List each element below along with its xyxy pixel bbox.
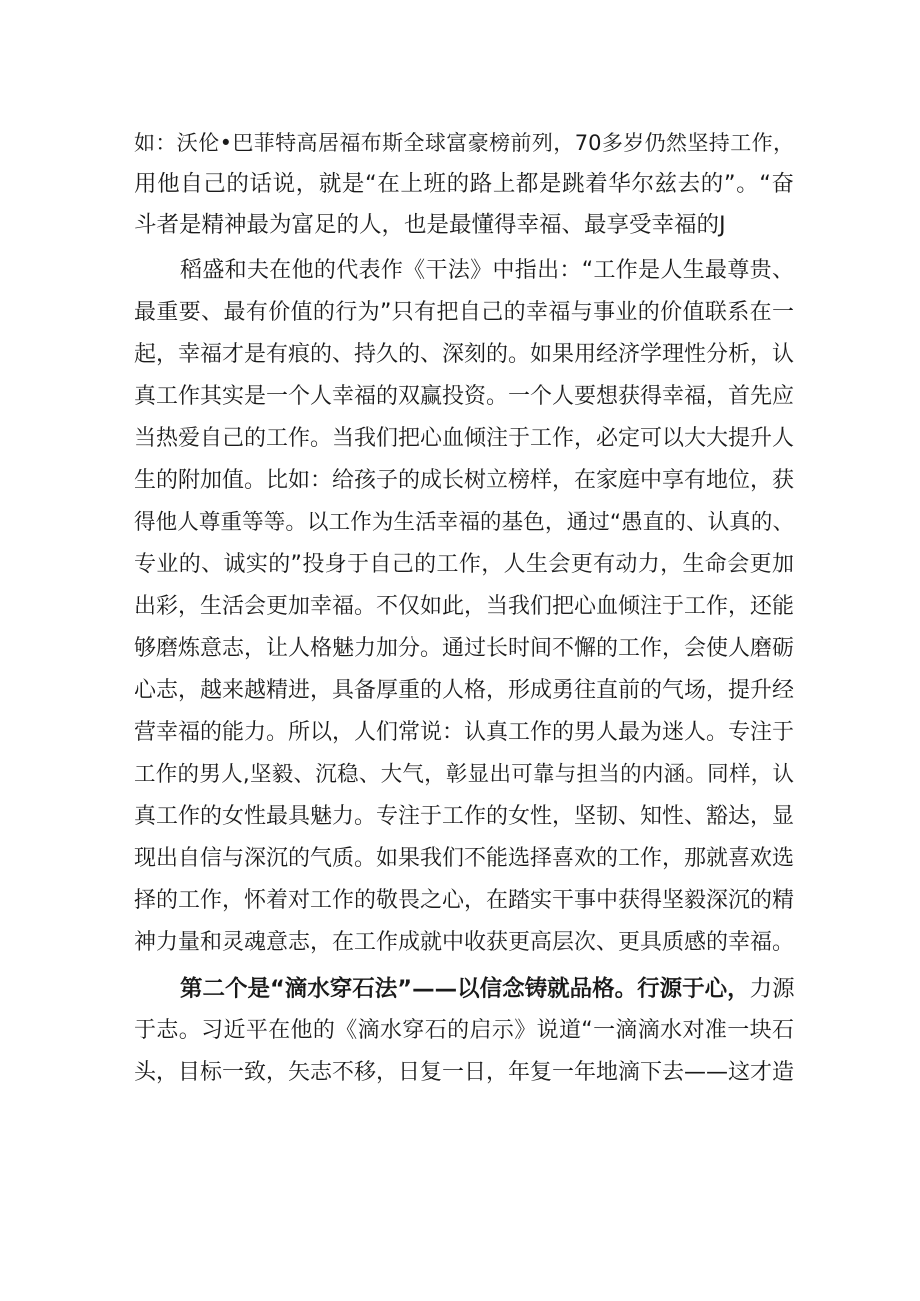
- text-line: 现出自信与深沉的气质。如果我们不能选择喜欢的工作，那就喜欢选: [134, 846, 795, 871]
- text-line: 稻盛和夫在他的代表作《干法》中指出：“工作是人生最尊贵、: [180, 258, 794, 283]
- text-line: 心志，越来越精进，具备厚重的人格，形成勇往直前的气场，提升经: [134, 678, 795, 703]
- text-line: 出彩，生活会更加幸福。不仅如此，当我们把心血倾注于工作，还能: [134, 594, 795, 619]
- text-line: 工作的男人,坚毅、沉稳、大气，彰显出可靠与担当的内涵。同样，认: [134, 762, 794, 787]
- text-line: 择的工作，怀着对工作的敬畏之心，在踏实干事中获得坚毅深沉的精: [134, 888, 795, 913]
- text-line: 斗者是精神最为富足的人，也是最懂得幸福、最享受幸福的J: [134, 212, 726, 238]
- text-line: 如：沃伦•巴菲特高居福布斯全球富豪榜前列，70多岁仍然坚持工作，: [134, 131, 794, 155]
- text-line: 最重要、最有价值的行为”只有把自己的幸福与事业的价值联系在一: [134, 300, 794, 325]
- text-line: 真工作其实是一个人幸福的双赢投资。一个人要想获得幸福，首先应: [134, 384, 795, 409]
- text-line: 当热爱自己的工作。当我们把心血倾注于工作，必定可以大大提升人: [134, 426, 795, 451]
- heading-tail-text: 力源: [749, 976, 795, 1002]
- text-line: 营幸福的能力。所以，人们常说：认真工作的男人最为迷人。专注于: [134, 720, 795, 745]
- text-line: 真工作的女性最具魅力。专注于工作的女性，坚韧、知性、豁达，显: [134, 804, 795, 829]
- text-line: 生的附加值。比如：给孩子的成长树立榜样，在家庭中享有地位，获: [134, 468, 795, 493]
- text-line: 够磨炼意志，让人格魅力加分。通过长时间不懈的工作，会使人磨砺: [134, 636, 795, 661]
- section-heading: 第二个是“滴水穿石法”——以信念铸就品格。行源于心，: [180, 976, 750, 1002]
- text-line: 起，幸福才是有痕的、持久的、深刻的。如果用经济学理性分析，认: [134, 342, 795, 367]
- text-line: 于志。习近平在他的《滴水穿石的启示》说道“一滴滴水对准一块石: [134, 1018, 794, 1043]
- text-line: 头，目标一致，矢志不移，日复一日，年复一年地滴下去——这才造: [134, 1060, 795, 1085]
- heading-line: [180, 971, 794, 1007]
- text-line: 专业的、诚实的”投身于自己的工作，人生会更有动力，生命会更加: [134, 552, 794, 577]
- text-line: 用他自己的话说，就是“在上班的路上都是跳着华尔兹去的”。“奋: [134, 171, 794, 197]
- text-line: 神力量和灵魂意志，在工作成就中收获更高层次、更具质感的幸福。: [134, 930, 795, 955]
- text-line: 得他人尊重等等。以工作为生活幸福的基色，通过“愚直的、认真的、: [134, 510, 794, 535]
